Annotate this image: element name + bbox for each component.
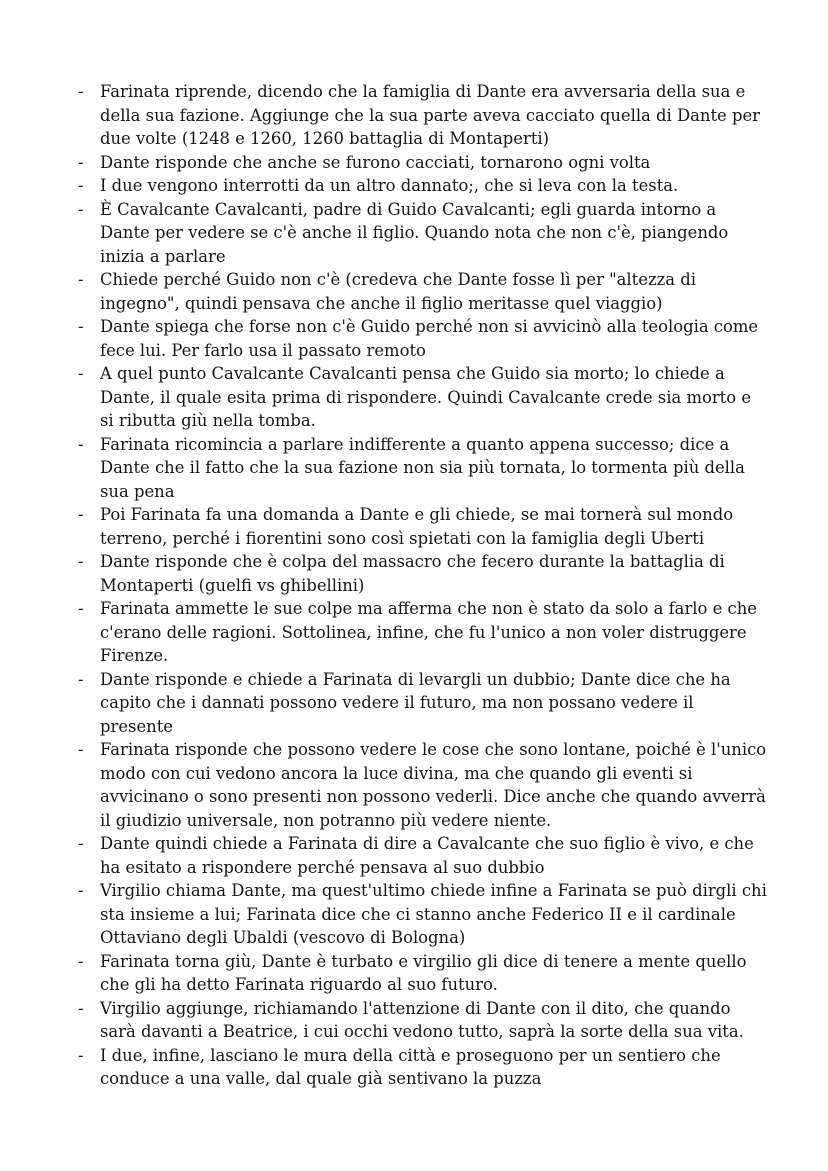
- list-item-text: A quel punto Cavalcante Cavalcanti pensa che Guido sia morto; lo chiede a Dante, il quale esita prima di rispondere. Quindi Cavalcante crede sia morto e si ributta giù nella tomba.: [100, 364, 752, 430]
- bullet-dash: -: [78, 881, 84, 900]
- list-item: [78, 738, 768, 832]
- list-item-text: Virgilio chiama Dante, ma quest'ultimo chiede infine a Farinata se può dirgli chi sta insieme a lui; Farinata dice che ci stanno anche Federico II e il cardinale Ottaviano degli Ubaldi (vescovo di Bologna): [100, 881, 767, 947]
- list-item: [78, 879, 768, 950]
- bullet-dash: -: [78, 176, 84, 195]
- bullet-dash: -: [78, 669, 84, 689]
- list-item: [78, 550, 768, 597]
- bullet-dash: -: [78, 270, 84, 289]
- list-item-text: Dante quindi chiede a Farinata di dire a Cavalcante che suo figlio è vivo, e che ha esitato a rispondere perché pensava al suo dubbio: [100, 834, 754, 877]
- list-item: [78, 832, 768, 879]
- list-item-text: Farinata risponde che possono vedere le cose che sono lontane, poiché è l'unico modo con cui vedono ancora la luce divina, ma che quando gli eventi si avvicinano o sono presenti non possono vederli. Dice anche che quando avverrà il giudizio universale, non potranno più vedere niente.: [100, 740, 767, 830]
- bullet-dash: -: [78, 951, 84, 971]
- list-item: [78, 997, 768, 1044]
- list-item-text: Farinata ammette le sue colpe ma afferma che non è stato da solo a farlo e che c'erano delle ragioni. Sottolinea, infine, che fu l'unico a non voler distruggere Firenze.: [100, 599, 757, 665]
- list-item: [78, 362, 768, 433]
- bullet-dash: -: [78, 82, 84, 101]
- list-item-text: Farinata ricomincia a parlare indifferente a quanto appena successo; dice a Dante che il fatto che la sua fazione non sia più tornata, lo tormenta più della sua pena: [100, 434, 745, 501]
- bullet-dash: -: [78, 199, 84, 219]
- bullet-dash: -: [78, 152, 84, 172]
- list-item: [78, 503, 768, 550]
- list-item: [78, 80, 768, 151]
- list-item-text: Farinata riprende, dicendo che la famiglia di Dante era avversaria della sua e della sua fazione. Aggiunge che la sua parte aveva cacciato quella di Dante per due volte (1248 e 1260, 1260 battaglia di Montaperti): [100, 82, 760, 148]
- bullet-dash: -: [78, 552, 84, 571]
- list-item: [78, 151, 768, 175]
- list-item: [78, 668, 768, 739]
- list-item: [78, 268, 768, 315]
- list-item: [78, 198, 768, 269]
- list-item: [78, 597, 768, 668]
- list-item-text: È Cavalcante Cavalcanti, padre di Guido Cavalcanti; egli guarda intorno a Dante per vedere se c'è anche il figlio. Quando nota che non c'è, piangendo inizia a parlare: [100, 199, 729, 266]
- bullet-dash: -: [78, 998, 84, 1018]
- list-item: [78, 315, 768, 362]
- bullet-dash: -: [78, 834, 84, 853]
- list-item-text: Dante spiega che forse non c'è Guido perché non si avvicinò alla teologia come fece lui. Per farlo usa il passato remoto: [100, 317, 759, 360]
- list-item-text: Dante risponde che anche se furono cacciati, tornarono ogni volta: [100, 152, 651, 172]
- bullet-dash: -: [78, 505, 84, 524]
- list-item-text: Farinata torna giù, Dante è turbato e virgilio gli dice di tenere a mente quello che gli ha detto Farinata riguardo al suo futuro.: [100, 951, 747, 994]
- bullet-dash: -: [78, 599, 84, 618]
- list-item-text: Chiede perché Guido non c'è (credeva che Dante fosse lì per "altezza di ingegno", quindi pensava che anche il figlio meritasse quel viaggio): [100, 270, 696, 313]
- bullet-dash: -: [78, 434, 84, 454]
- list-item-text: Dante risponde che è colpa del massacro che fecero durante la battaglia di Montaperti (guelfi vs ghibellini): [100, 552, 725, 595]
- list-item-text: I due, infine, lasciano le mura della città e proseguono per un sentiero che conduce a una valle, dal quale già sentivano la puzza: [100, 1045, 721, 1088]
- bullet-dash: -: [78, 317, 84, 336]
- list-item: [78, 174, 768, 198]
- bullet-dash: -: [78, 1045, 84, 1065]
- list-item-text: Virgilio aggiunge, richiamando l'attenzione di Dante con il dito, che quando sarà davanti a Beatrice, i cui occhi vedono tutto, saprà la sorte della sua vita.: [100, 998, 744, 1041]
- bullet-dash: -: [78, 740, 84, 759]
- bullet-dash: -: [78, 364, 84, 383]
- list-item-text: Dante risponde e chiede a Farinata di levargli un dubbio; Dante dice che ha capito che i dannati possono vedere il futuro, ma non possano vedere il presente: [100, 669, 731, 736]
- list-item: [78, 433, 768, 504]
- list-item: [78, 1044, 768, 1091]
- list-item-text: I due vengono interrotti da un altro dannato;, che si leva con la testa.: [100, 176, 679, 195]
- list-item: [78, 950, 768, 997]
- list-item-text: Poi Farinata fa una domanda a Dante e gli chiede, se mai tornerà sul mondo terreno, perché i fiorentini sono così spietati con la famiglia degli Uberti: [100, 505, 734, 548]
- notes-bullet-list: [78, 80, 768, 1091]
